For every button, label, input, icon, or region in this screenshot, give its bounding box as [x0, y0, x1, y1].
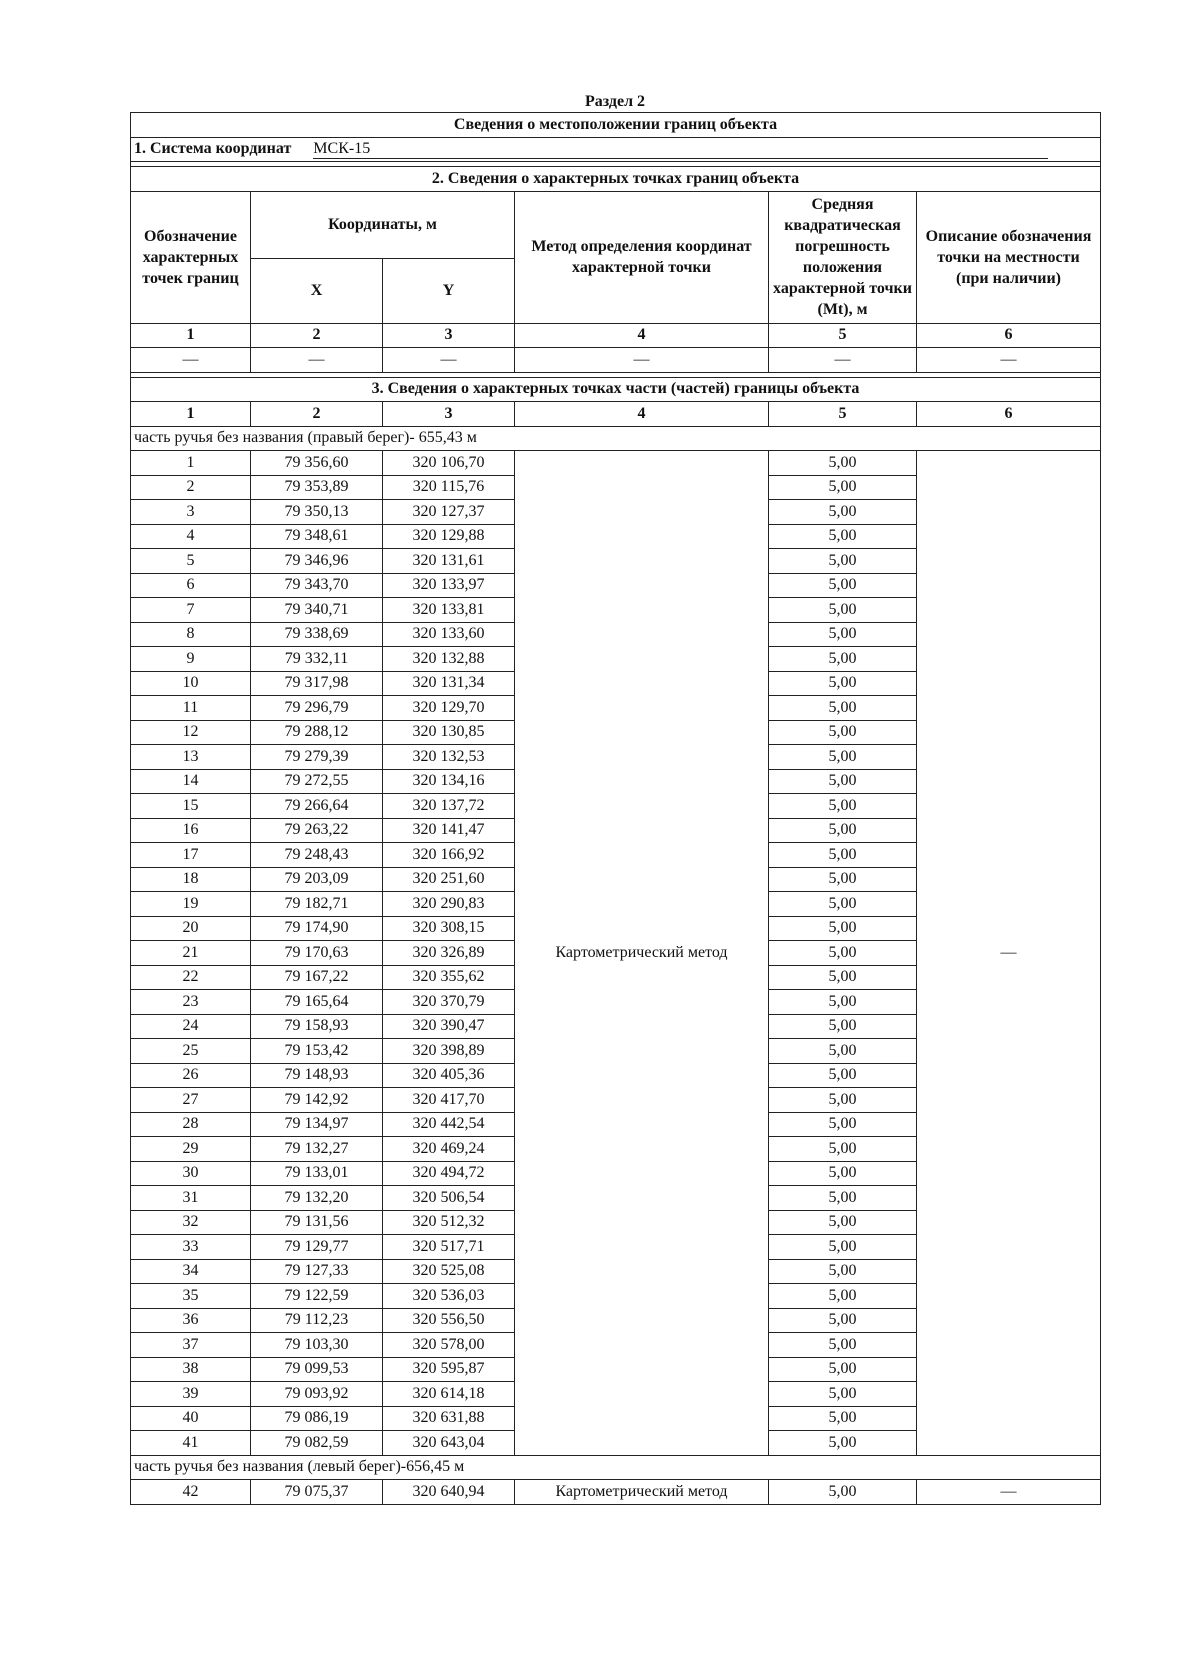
point-number-cell: 17 [131, 843, 251, 868]
table-row [131, 1480, 1101, 1505]
y-coordinate-cell: 320 106,70 [383, 451, 515, 476]
y-coordinate-cell: 320 308,15 [383, 916, 515, 941]
x-coordinate-cell: 79 093,92 [251, 1382, 383, 1407]
point-number-cell: 8 [131, 622, 251, 647]
x-coordinate-cell: 79 122,59 [251, 1284, 383, 1309]
point-number-cell: 3 [131, 500, 251, 525]
part3-title: 3. Сведения о характерных точках части (частей) границы объекта [131, 377, 1101, 402]
point-number-cell: 32 [131, 1210, 251, 1235]
x-coordinate-cell: 79 353,89 [251, 475, 383, 500]
x-coordinate-cell: 79 340,71 [251, 598, 383, 623]
document-page [130, 92, 1100, 1505]
error-cell: 5,00 [769, 622, 917, 647]
y-coordinate-cell: 320 326,89 [383, 941, 515, 966]
y-coordinate-cell: 320 355,62 [383, 965, 515, 990]
error-cell: 5,00 [769, 1112, 917, 1137]
y-coordinate-cell: 320 134,16 [383, 769, 515, 794]
column-number: 6 [917, 402, 1101, 427]
error-cell: 5,00 [769, 1308, 917, 1333]
point-number-cell: 6 [131, 573, 251, 598]
y-coordinate-cell: 320 132,88 [383, 647, 515, 672]
description-cell: — [917, 451, 1101, 1456]
error-cell: 5,00 [769, 1284, 917, 1309]
x-coordinate-cell: 79 350,13 [251, 500, 383, 525]
group2-caption: часть ручья без названия (левый берег)-656,45 м [131, 1455, 1101, 1480]
y-coordinate-cell: 320 251,60 [383, 867, 515, 892]
y-coordinate-cell: 320 631,88 [383, 1406, 515, 1431]
error-cell: 5,00 [769, 1186, 917, 1211]
y-coordinate-cell: 320 578,00 [383, 1333, 515, 1358]
point-number-cell: 25 [131, 1039, 251, 1064]
x-coordinate-cell: 79 338,69 [251, 622, 383, 647]
x-coordinate-cell: 79 142,92 [251, 1088, 383, 1113]
coord-system-label: 1. Система координат [134, 139, 292, 157]
y-coordinate-cell: 320 132,53 [383, 745, 515, 770]
point-number-cell: 15 [131, 794, 251, 819]
x-coordinate-cell: 79 182,71 [251, 892, 383, 917]
y-coordinate-cell: 320 133,60 [383, 622, 515, 647]
y-coordinate-cell: 320 166,92 [383, 843, 515, 868]
point-number-cell: 24 [131, 1014, 251, 1039]
point-number-cell: 2 [131, 475, 251, 500]
error-cell: 5,00 [769, 671, 917, 696]
method-cell: Картометрический метод [515, 451, 769, 1456]
error-cell: 5,00 [769, 1161, 917, 1186]
column-number: 6 [917, 323, 1101, 348]
y-coordinate-cell: 320 417,70 [383, 1088, 515, 1113]
column-number: 5 [769, 402, 917, 427]
y-coordinate-cell: 320 536,03 [383, 1284, 515, 1309]
error-cell: 5,00 [769, 916, 917, 941]
error-cell: 5,00 [769, 647, 917, 672]
x-coordinate-cell: 79 127,33 [251, 1259, 383, 1284]
x-coordinate-cell: 79 112,23 [251, 1308, 383, 1333]
column-number: 3 [383, 402, 515, 427]
point-number-cell: 31 [131, 1186, 251, 1211]
error-cell: 5,00 [769, 1063, 917, 1088]
part3-column-numbers-row [131, 402, 1101, 427]
x-coordinate-cell: 79 332,11 [251, 647, 383, 672]
column-number: 4 [515, 402, 769, 427]
error-cell: 5,00 [769, 892, 917, 917]
column-number: 3 [383, 323, 515, 348]
dash-cell: — [251, 348, 383, 373]
x-coordinate-cell: 79 131,56 [251, 1210, 383, 1235]
point-number-cell: 28 [131, 1112, 251, 1137]
x-coordinate-cell: 79 203,09 [251, 867, 383, 892]
x-coordinate-cell: 79 248,43 [251, 843, 383, 868]
point-number-cell: 10 [131, 671, 251, 696]
y-coordinate-cell: 320 398,89 [383, 1039, 515, 1064]
x-coordinate-cell: 79 134,97 [251, 1112, 383, 1137]
error-cell: 5,00 [769, 745, 917, 770]
point-number-cell: 38 [131, 1357, 251, 1382]
x-coordinate-cell: 79 132,20 [251, 1186, 383, 1211]
point-number-cell: 22 [131, 965, 251, 990]
point-number-cell: 18 [131, 867, 251, 892]
y-coordinate-cell: 320 494,72 [383, 1161, 515, 1186]
method-cell: Картометрический метод [515, 1480, 769, 1505]
error-cell: 5,00 [769, 1357, 917, 1382]
x-coordinate-cell: 79 170,63 [251, 941, 383, 966]
coord-system-row [131, 137, 1101, 162]
error-cell: 5,00 [769, 1210, 917, 1235]
error-cell: 5,00 [769, 524, 917, 549]
y-coordinate-cell: 320 133,97 [383, 573, 515, 598]
x-coordinate-cell: 79 348,61 [251, 524, 383, 549]
header-x: X [251, 258, 383, 323]
y-coordinate-cell: 320 405,36 [383, 1063, 515, 1088]
error-cell: 5,00 [769, 1039, 917, 1064]
error-cell: 5,00 [769, 500, 917, 525]
point-number-cell: 4 [131, 524, 251, 549]
point-number-cell: 39 [131, 1382, 251, 1407]
header-method: Метод определения координат характерной точки [515, 191, 769, 323]
x-coordinate-cell: 79 133,01 [251, 1161, 383, 1186]
error-cell: 5,00 [769, 794, 917, 819]
y-coordinate-cell: 320 370,79 [383, 990, 515, 1015]
point-number-cell: 36 [131, 1308, 251, 1333]
y-coordinate-cell: 320 506,54 [383, 1186, 515, 1211]
point-number-cell: 40 [131, 1406, 251, 1431]
point-number-cell: 5 [131, 549, 251, 574]
section-label: Раздел 2 [584, 93, 646, 110]
x-coordinate-cell: 79 165,64 [251, 990, 383, 1015]
x-coordinate-cell: 79 272,55 [251, 769, 383, 794]
dash-cell: — [383, 348, 515, 373]
y-coordinate-cell: 320 614,18 [383, 1382, 515, 1407]
point-number-cell: 11 [131, 696, 251, 721]
empty-points-row [131, 348, 1101, 373]
error-cell: 5,00 [769, 1406, 917, 1431]
table-row [131, 451, 1101, 476]
y-coordinate-cell: 320 595,87 [383, 1357, 515, 1382]
dash-cell: — [131, 348, 251, 373]
x-coordinate-cell: 79 167,22 [251, 965, 383, 990]
error-cell: 5,00 [769, 965, 917, 990]
error-cell: 5,00 [769, 990, 917, 1015]
y-coordinate-cell: 320 512,32 [383, 1210, 515, 1235]
y-coordinate-cell: 320 390,47 [383, 1014, 515, 1039]
y-coordinate-cell: 320 517,71 [383, 1235, 515, 1260]
y-coordinate-cell: 320 469,24 [383, 1137, 515, 1162]
error-cell: 5,00 [769, 1014, 917, 1039]
point-number-cell: 13 [131, 745, 251, 770]
point-number-cell: 34 [131, 1259, 251, 1284]
point-number-cell: 37 [131, 1333, 251, 1358]
header-coords: Координаты, м [251, 191, 515, 258]
x-coordinate-cell: 79 346,96 [251, 549, 383, 574]
error-cell: 5,00 [769, 1137, 917, 1162]
column-numbers-row [131, 323, 1101, 348]
y-coordinate-cell: 320 127,37 [383, 500, 515, 525]
error-cell: 5,00 [769, 1382, 917, 1407]
y-coordinate-cell: 320 442,54 [383, 1112, 515, 1137]
error-cell: 5,00 [769, 818, 917, 843]
x-coordinate-cell: 79 288,12 [251, 720, 383, 745]
group1-caption: часть ручья без названия (правый берег)- 655,43 м [131, 426, 1101, 451]
x-coordinate-cell: 79 356,60 [251, 451, 383, 476]
x-coordinate-cell: 79 158,93 [251, 1014, 383, 1039]
x-coordinate-cell: 79 086,19 [251, 1406, 383, 1431]
dash-cell: — [515, 348, 769, 373]
part2-title: 2. Сведения о характерных точках границ объекта [131, 167, 1101, 192]
x-coordinate-cell: 79 263,22 [251, 818, 383, 843]
coord-system-value: МСК-15 [313, 139, 371, 157]
x-coordinate-cell: 79 082,59 [251, 1431, 383, 1456]
y-coordinate-cell: 320 290,83 [383, 892, 515, 917]
point-number-cell: 12 [131, 720, 251, 745]
boundary-table [130, 112, 1101, 1505]
header-error: Средняя квадратическая погрешность положения характерной точки (Mt), м [769, 191, 917, 323]
point-number-cell: 7 [131, 598, 251, 623]
dash-cell: — [769, 348, 917, 373]
point-number-cell: 29 [131, 1137, 251, 1162]
main-title: Сведения о местоположении границ объекта [131, 113, 1101, 138]
x-coordinate-cell: 79 099,53 [251, 1357, 383, 1382]
error-cell: 5,00 [769, 1235, 917, 1260]
x-coordinate-cell: 79 103,30 [251, 1333, 383, 1358]
y-coordinate-cell: 320 643,04 [383, 1431, 515, 1456]
error-cell: 5,00 [769, 1333, 917, 1358]
point-number-cell: 42 [131, 1480, 251, 1505]
point-number-cell: 14 [131, 769, 251, 794]
point-number-cell: 19 [131, 892, 251, 917]
column-number: 5 [769, 323, 917, 348]
x-coordinate-cell: 79 132,27 [251, 1137, 383, 1162]
error-cell: 5,00 [769, 451, 917, 476]
y-coordinate-cell: 320 556,50 [383, 1308, 515, 1333]
column-number: 2 [251, 323, 383, 348]
x-coordinate-cell: 79 153,42 [251, 1039, 383, 1064]
point-number-cell: 27 [131, 1088, 251, 1113]
column-number: 4 [515, 323, 769, 348]
point-number-cell: 21 [131, 941, 251, 966]
header-designation: Обозначение характерных точек границ [131, 191, 251, 323]
dash-cell: — [917, 348, 1101, 373]
point-number-cell: 23 [131, 990, 251, 1015]
point-number-cell: 16 [131, 818, 251, 843]
error-cell: 5,00 [769, 1088, 917, 1113]
x-coordinate-cell: 79 174,90 [251, 916, 383, 941]
x-coordinate-cell: 79 279,39 [251, 745, 383, 770]
y-coordinate-cell: 320 137,72 [383, 794, 515, 819]
error-cell: 5,00 [769, 769, 917, 794]
column-number: 2 [251, 402, 383, 427]
x-coordinate-cell: 79 343,70 [251, 573, 383, 598]
x-coordinate-cell: 79 148,93 [251, 1063, 383, 1088]
point-number-cell: 35 [131, 1284, 251, 1309]
y-coordinate-cell: 320 129,88 [383, 524, 515, 549]
point-number-cell: 33 [131, 1235, 251, 1260]
point-number-cell: 41 [131, 1431, 251, 1456]
y-coordinate-cell: 320 133,81 [383, 598, 515, 623]
error-cell: 5,00 [769, 941, 917, 966]
point-number-cell: 20 [131, 916, 251, 941]
point-number-cell: 30 [131, 1161, 251, 1186]
error-cell: 5,00 [769, 696, 917, 721]
error-cell: 5,00 [769, 1431, 917, 1456]
y-coordinate-cell: 320 130,85 [383, 720, 515, 745]
error-cell: 5,00 [769, 573, 917, 598]
y-coordinate-cell: 320 131,34 [383, 671, 515, 696]
y-coordinate-cell: 320 129,70 [383, 696, 515, 721]
coord-system-value-line [313, 140, 1048, 159]
error-cell: 5,00 [769, 867, 917, 892]
description-cell: — [917, 1480, 1101, 1505]
error-cell: 5,00 [769, 1480, 917, 1505]
header-description: Описание обозначения точки на местности (при наличии) [917, 191, 1101, 323]
column-number: 1 [131, 323, 251, 348]
point-number-cell: 9 [131, 647, 251, 672]
header-y: Y [383, 258, 515, 323]
x-coordinate-cell: 79 075,37 [251, 1480, 383, 1505]
error-cell: 5,00 [769, 475, 917, 500]
error-cell: 5,00 [769, 843, 917, 868]
error-cell: 5,00 [769, 549, 917, 574]
y-coordinate-cell: 320 141,47 [383, 818, 515, 843]
x-coordinate-cell: 79 129,77 [251, 1235, 383, 1260]
x-coordinate-cell: 79 266,64 [251, 794, 383, 819]
y-coordinate-cell: 320 131,61 [383, 549, 515, 574]
y-coordinate-cell: 320 640,94 [383, 1480, 515, 1505]
error-cell: 5,00 [769, 1259, 917, 1284]
column-number: 1 [131, 402, 251, 427]
x-coordinate-cell: 79 317,98 [251, 671, 383, 696]
point-number-cell: 1 [131, 451, 251, 476]
error-cell: 5,00 [769, 720, 917, 745]
error-cell: 5,00 [769, 598, 917, 623]
x-coordinate-cell: 79 296,79 [251, 696, 383, 721]
y-coordinate-cell: 320 525,08 [383, 1259, 515, 1284]
y-coordinate-cell: 320 115,76 [383, 475, 515, 500]
point-number-cell: 26 [131, 1063, 251, 1088]
